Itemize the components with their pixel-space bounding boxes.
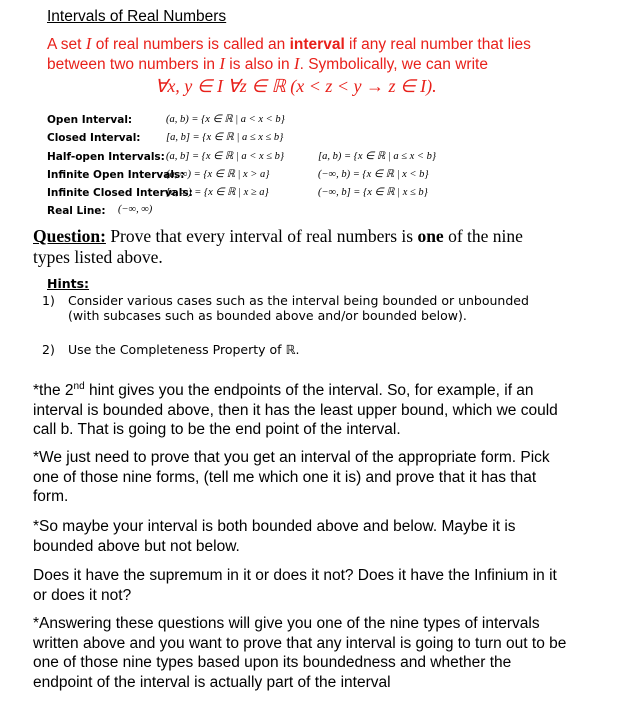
type-formula-infinite-closed-1: [a, ∞) = {x ∈ ℝ | x ≥ a}	[166, 187, 269, 198]
note-paragraph: *the 2nd hint gives you the endpoints of the interval. So, for example, if an interval is bounded above, then it has the least upper bound, which we could call b. That is going to be the end point of the interval.	[33, 381, 558, 439]
type-formula-closed: [a, b] = {x ∈ ℝ | a ≤ x ≤ b}	[166, 132, 284, 143]
hint-text: Consider various cases such as the interval being bounded or unbounded (with subcases such as bounded above and/or bounded below).	[68, 293, 529, 323]
interval-definition: A set I of real numbers is called an interval if any real number that lies between two numbers in I is also in I. Symbolically, we can write	[47, 34, 531, 73]
note-paragraph: Does it have the supremum in it or does it not? Does it have the Infinium in it or does it not?	[33, 567, 557, 604]
note-paragraph: *So maybe your interval is both bounded above and below. Maybe it is bounded above but not below.	[33, 518, 516, 555]
type-label-half-open: Half-open Intervals:	[47, 151, 165, 163]
type-label-closed: Closed Interval:	[47, 132, 141, 144]
hint-text: Use the Completeness Property of ℝ.	[68, 342, 300, 357]
page-title: Intervals of Real Numbers	[47, 8, 227, 25]
note-paragraph: *We just need to prove that you get an interval of the appropriate form. Pick one of those nine forms, (tell me which one it is) and prove that it has that form.	[33, 449, 550, 505]
type-formula-infinite-open-2: (−∞, b) = {x ∈ ℝ | x < b}	[318, 169, 429, 180]
type-label-open: Open Interval:	[47, 114, 133, 126]
type-formula-real-line: (−∞, ∞)	[118, 204, 153, 215]
note-paragraph: *Answering these questions will give you one of the nine types of intervals written above and you want to prove that any interval is going to turn out to be one of those nine types based upon its boundedness and whether the endpoint of the interval is actually part of the interval	[33, 615, 567, 691]
type-label-real-line: Real Line:	[47, 205, 106, 217]
type-formula-open: (a, b) = {x ∈ ℝ | a < x < b}	[166, 114, 285, 125]
type-label-infinite-open: Infinite Open Intervals:	[47, 169, 185, 181]
hint-number: 2)	[42, 342, 55, 357]
hints-heading: Hints:	[47, 276, 90, 291]
type-label-infinite-closed: Infinite Closed Intervals:	[47, 187, 193, 199]
interval-formula: ∀x, y ∈ I ∀z ∈ ℝ (x < z < y → z ∈ I).	[155, 76, 437, 96]
hint-number: 1)	[42, 293, 55, 308]
type-formula-half-open-2: [a, b) = {x ∈ ℝ | a ≤ x < b}	[318, 151, 437, 162]
type-formula-infinite-closed-2: (−∞, b] = {x ∈ ℝ | x ≤ b}	[318, 187, 428, 198]
type-formula-half-open-1: (a, b] = {x ∈ ℝ | a < x ≤ b}	[166, 151, 285, 162]
type-formula-infinite-open-1: (a, ∞) = {x ∈ ℝ | x > a}	[166, 169, 270, 180]
question: Question: Prove that every interval of real numbers is one of the nine types listed above.	[33, 226, 523, 267]
